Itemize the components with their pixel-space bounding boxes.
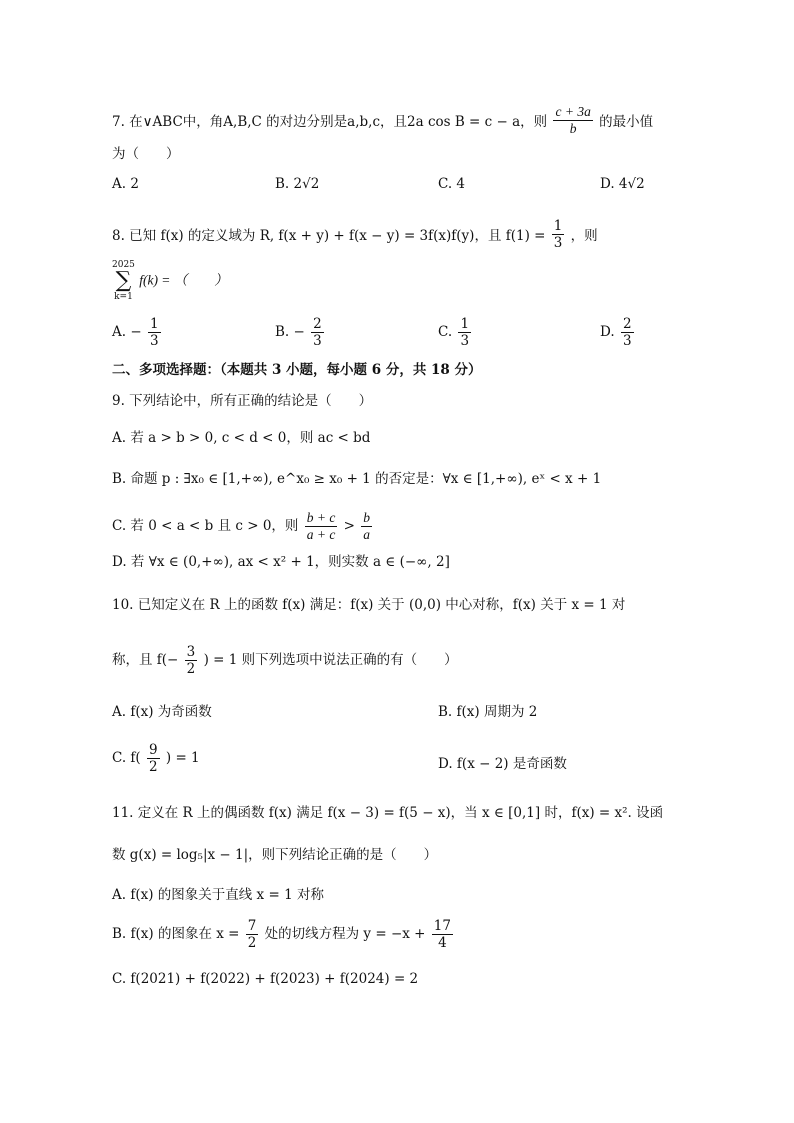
q8-a-fraction xyxy=(148,316,161,349)
q11-stem-line1: 11. 定义在 R 上的偶函数 f(x) 满足 f(x − 3) = f(5 − x)，当 x ∈ [0,1] 时，f(x) = x². 设函 xyxy=(112,805,664,821)
q11-choice-b[interactable] xyxy=(112,918,455,951)
q8-stem-tail: ，则 xyxy=(570,228,598,244)
sigma-icon: ∑ xyxy=(115,268,132,293)
q8-c-fraction xyxy=(458,316,471,349)
q8-a-den: 3 xyxy=(149,333,159,349)
q11-choice-c[interactable]: C. f(2021) + f(2022) + f(2023) + f(2024) = 2 xyxy=(112,971,419,987)
q7-frac-den: b xyxy=(569,121,577,136)
q10-fraction xyxy=(185,644,198,677)
q8-a-num: 1 xyxy=(149,316,159,332)
q9-c-mid: > xyxy=(343,518,355,534)
q11-stem-line2: 数 g(x) = log₅|x − 1|，则下列结论正确的是（ ） xyxy=(112,847,438,863)
q7-stem-tail: 的最小值 xyxy=(599,114,654,130)
section-heading: 二、多项选择题：（本题共 3 小题，每小题 6 分，共 18 分） xyxy=(112,362,482,378)
q10-choice-b[interactable]: B. f(x) 周期为 2 xyxy=(438,704,538,720)
q8-d-num: 2 xyxy=(622,316,632,332)
q10-stem-pre: 称，且 f(− xyxy=(112,652,179,668)
q8-b-fraction xyxy=(311,316,324,349)
q7-choice-a[interactable]: A. 2 xyxy=(112,176,139,192)
q11-b-den-1: 2 xyxy=(247,935,257,951)
q7-choice-c[interactable]: C. 4 xyxy=(438,176,466,192)
q10-choice-a[interactable]: A. f(x) 为奇函数 xyxy=(112,704,212,720)
q10-stem-post: ) = 1 则下列选项中说法正确的有（ ） xyxy=(203,652,458,668)
q10-stem-line1: 10. 已知定义在 R 上的函数 f(x) 满足：f(x) 关于 (0,0) 中心对称，f(x) 关于 x = 1 对 xyxy=(112,597,626,613)
q8-b-sign: − xyxy=(293,324,305,340)
q10-choice-c[interactable] xyxy=(112,742,200,775)
q8-sum-line xyxy=(112,260,228,302)
q8-f1-num: 1 xyxy=(553,218,563,234)
q10-stem-line2 xyxy=(112,644,458,677)
q8-d-fraction xyxy=(621,316,634,349)
q11-b-den-2: 4 xyxy=(438,935,447,951)
q10-choice-d[interactable]: D. f(x − 2) 是奇函数 xyxy=(438,756,567,772)
q8-f1-den: 3 xyxy=(553,235,563,251)
q8-choice-d[interactable] xyxy=(600,316,636,349)
q9-c-den-2: a xyxy=(363,527,370,542)
q8-choice-c[interactable] xyxy=(438,316,473,349)
q8-stem-text: 8. 已知 f(x) 的定义域为 R, f(x + y) + f(x − y) = 3f(x)f(y)，且 f(1) = xyxy=(112,228,546,244)
q9-choice-a[interactable]: A. 若 a > b > 0, c < d < 0，则 ac < bd xyxy=(112,430,371,446)
q7-frac-num: c + 3a xyxy=(555,104,591,119)
q11-b-mid: 处的切线方程为 y = −x + xyxy=(264,926,426,942)
q8-d-den: 3 xyxy=(622,333,632,349)
q11-b-fraction-1 xyxy=(246,918,259,951)
q11-b-fraction-2 xyxy=(432,918,453,951)
q8-d-label: D. xyxy=(600,324,615,340)
q10-frac-num: 3 xyxy=(186,644,196,660)
q8-f1-fraction xyxy=(552,218,565,251)
q8-a-label: A. xyxy=(112,324,127,340)
q7-choice-d[interactable]: D. 4√2 xyxy=(600,176,645,192)
q8-choice-b[interactable] xyxy=(275,316,326,349)
q8-b-label: B. xyxy=(275,324,290,340)
q9-stem: 9. 下列结论中，所有正确的结论是（ ） xyxy=(112,393,373,409)
q10-c-fraction xyxy=(147,742,160,775)
q8-b-num: 2 xyxy=(313,316,322,332)
q7-fraction xyxy=(553,104,592,137)
q9-c-num-2: b xyxy=(363,510,370,525)
q8-c-num: 1 xyxy=(460,316,470,332)
q10-c-post: ) = 1 xyxy=(165,750,200,766)
q8-sum-top: 2025 xyxy=(112,260,135,270)
q8-a-sign: − xyxy=(130,324,142,340)
q8-c-label: C. xyxy=(438,324,453,340)
q11-b-num-2: 17 xyxy=(433,918,451,934)
q11-b-pre: B. f(x) 的图象在 x = xyxy=(112,926,240,942)
q9-c-fraction-2 xyxy=(361,510,372,543)
q8-c-den: 3 xyxy=(460,333,470,349)
q10-c-den: 2 xyxy=(149,759,158,775)
q11-b-num-1: 7 xyxy=(247,918,257,934)
q7-stem-line2: 为（ ） xyxy=(112,146,180,162)
q8-sum-expr: f(k) = （ ） xyxy=(139,272,228,288)
q7-stem-line1 xyxy=(112,106,653,139)
q8-sum-bottom: k=1 xyxy=(114,292,133,302)
q9-choice-d[interactable]: D. 若 ∀x ∈ (0,+∞), ax < x² + 1，则实数 a ∈ (−∞, 2] xyxy=(112,554,450,570)
q9-c-num-1: b + c xyxy=(306,510,336,525)
q9-c-pre: C. 若 0 < a < b 且 c > 0，则 xyxy=(112,518,299,534)
q8-stem xyxy=(112,220,598,253)
q9-choice-b[interactable]: B. 命题 p : ∃x₀ ∈ [1,+∞), e^x₀ ≥ x₀ + 1 的否定是：∀x ∈ [1,+∞), eˣ < x + 1 xyxy=(112,471,602,487)
q11-choice-a[interactable]: A. f(x) 的图象关于直线 x = 1 对称 xyxy=(112,887,324,903)
q9-c-den-1: a + c xyxy=(306,527,336,542)
q8-b-den: 3 xyxy=(313,333,322,349)
q7-stem-text: 7. 在∨ABC中，角A,B,C 的对边分别是a,b,c，且2a cos B = c − a，则 xyxy=(112,114,548,130)
q10-frac-den: 2 xyxy=(186,661,196,677)
q9-c-fraction-1 xyxy=(305,510,338,543)
q7-choice-b[interactable]: B. 2√2 xyxy=(275,176,320,192)
q8-choice-a[interactable] xyxy=(112,316,163,349)
q10-c-num: 9 xyxy=(149,742,158,758)
q8-sigma xyxy=(112,260,135,302)
q9-choice-c[interactable] xyxy=(112,510,374,543)
q10-c-pre: C. f( xyxy=(112,750,141,766)
